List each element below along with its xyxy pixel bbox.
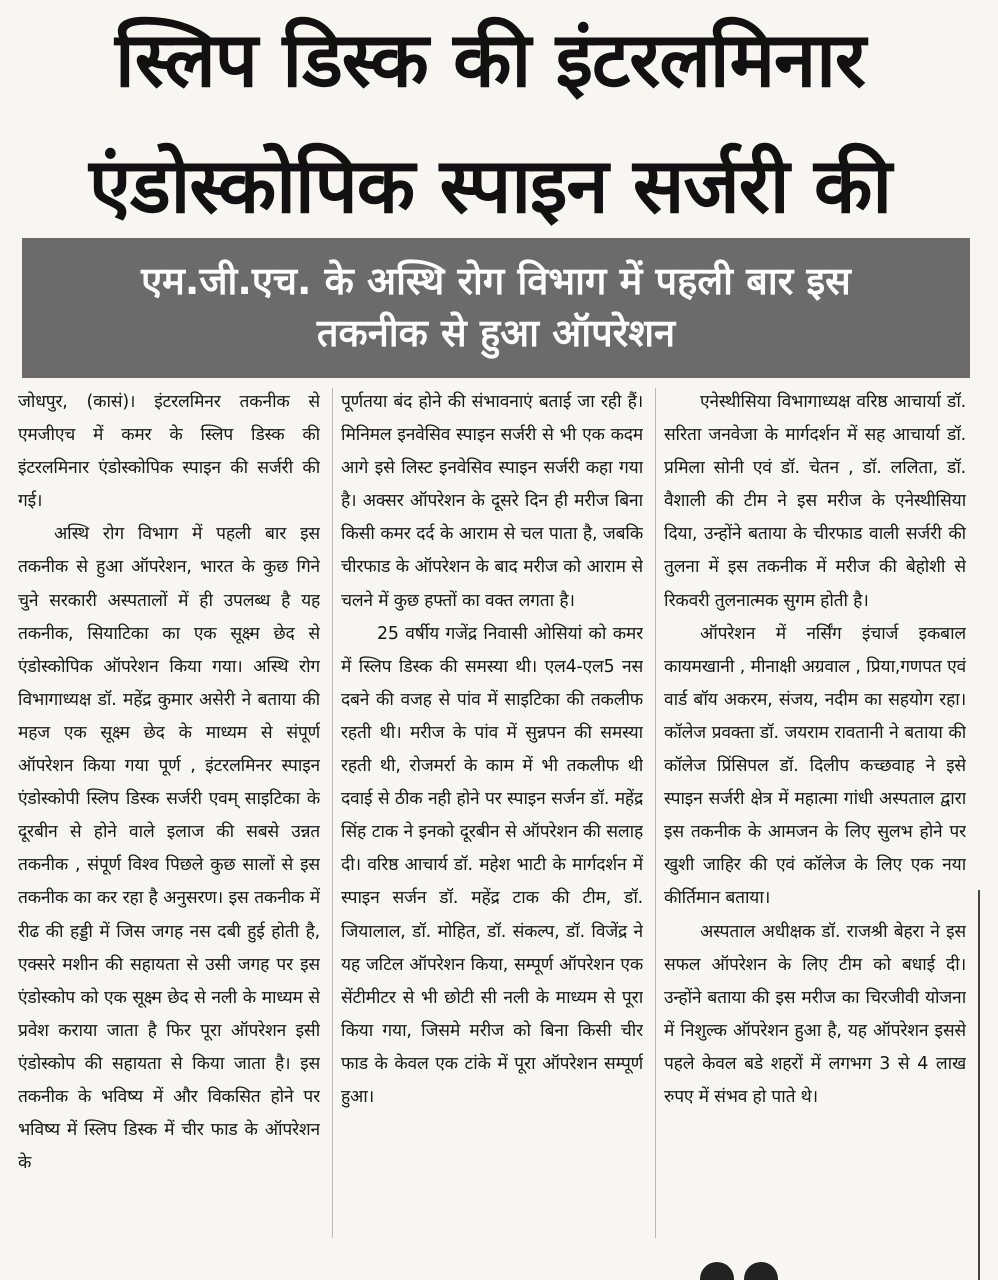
subheadline-line-2: तकनीक से हुआ ऑपरेशन [316,311,676,355]
article-column-2 [341,386,643,1246]
paragraph: ऑपरेशन में नर्सिंग इंचार्ज इकबाल कायमखानी , मीनाक्षी अग्रवाल , प्रिया,गणपत एवं वार्ड बॉय अकरम, संजय, नदीम का सहयोग रहा। कॉलेज प्रवक्ता डॉ. जयराम रावतानी ने बताया की कॉलेज प्रिंसिपल डॉ. दिलीप कच्छवाह ने इसे स्पाइन सर्जरी क्षेत्र में महात्मा गांधी अस्पताल द्वारा इस तकनीक के आमजन के लिए सुलभ होने पर खुशी जाहिर की एवं कॉलेज के लिए एक नया कीर्तिमान बताया। [664,623,966,909]
next-headline-fragment [700,1262,820,1280]
article-column-1 [18,386,320,1246]
subheadline-banner [22,238,970,378]
headline-line-2: एंडोस्कोपिक स्पाइन सर्जरी की [88,141,892,230]
paragraph: पूर्णतया बंद होने की संभावनाएं बताई जा रही हैं। मिनिमल इनवेसिव स्पाइन सर्जरी से भी एक कदम आगे इसे लिस्ट इनवेसिव स्पाइन सर्जरी कहा गया है। अक्सर ऑपरेशन के दूसरे दिन ही मरीज बिना किसी कमर दर्द के आराम से चल पाता है, जबकि चीरफाड के ऑपरेशन के बाद मरीज को आराम से चलने में कुछ हफ्तों का वक्त लगता है। [341,392,643,611]
article-column-3 [664,386,966,1246]
headline-line-1: स्लिप डिस्क की इंटरलमिनार [115,15,865,104]
ink-fragment [744,1262,778,1280]
subheadline-line-1: एम.जी.एच. के अस्थि रोग विभाग में पहली बार इस [141,259,851,303]
column-divider [332,388,333,1238]
ink-fragment [700,1262,734,1280]
paragraph: 25 वर्षीय गजेंद्र निवासी ओसियां को कमर में स्लिप डिस्क की समस्या थी। एल4-एल5 नस दबने की वजह से पांव में साइटिका की तकलीफ रहती थी। मरीज के पांव में सुन्नपन की समस्या रहती थी, रोजमर्रा के काम में भी तकलीफ थी दवाई से ठीक नही होने पर स्पाइन सर्जन डॉ. महेंद्र सिंह टाक ने इनको दूरबीन से ऑपरेशन की सलाह दी। वरिष्ठ आचार्य डॉ. महेश भाटी के मार्गदर्शन में स्पाइन सर्जन डॉ. महेंद्र टाक की टीम, डॉ. जियालाल, डॉ. मोहित, डॉ. संकल्प, डॉ. विजेंद्र ने यह जटिल ऑपरेशन किया, सम्पूर्ण ऑपरेशन एक सेंटीमीटर से भी छोटी सी नली के माध्यम से पूरा किया गया, जिसमे मरीज को बिना किसी चीर फाड के केवल एक टांके में पूरा ऑपरेशन सम्पूर्ण हुआ। [341,623,643,1107]
paragraph: जोधपुर, (कासं)। इंटरलमिनर तकनीक से एमजीएच में कमर के स्लिप डिस्क की इंटरलमिनार एंडोस्कोपिक स्पाइन की सर्जरी की गई। [18,392,320,512]
paragraph: एनेस्थीसिया विभागाध्यक्ष वरिष्ठ आचार्या डॉ. सरिता जनवेजा के मार्गदर्शन में सह आचार्या डॉ. प्रमिला सोनी एवं डॉ. चेतन , डॉ. ललिता, डॉ. वैशाली की टीम ने इस मरीज के एनेस्थीसिया दिया, उन्होंने बताया के चीरफाड वाली सर्जरी की तुलना में इस तकनीक में मरीज की बेहोशी से रिकवरी तुलनात्मक सुगम होती है। [664,392,966,611]
adjacent-article-edge [976,0,998,1280]
paragraph: अस्थि रोग विभाग में पहली बार इस तकनीक से हुआ ऑपरेशन, भारत के कुछ गिने चुने सरकारी अस्पतालों में ही उपलब्ध है यह तकनीक, सियाटिका का एक सूक्ष्म छेद से एंडोस्कोपिक ऑपरेशन किया गया। अस्थि रोग विभागाध्यक्ष डॉ. महेंद्र कुमार असेरी ने बताया की महज एक सूक्ष्म छेद के माध्यम से संपूर्ण ऑपरेशन किया गया पूर्ण , इंटरलमिनर स्पाइन एंडोस्कोपी स्लिप डिस्क सर्जरी एवम् साइटिका के दूरबीन से होने वाले इलाज की सबसे उन्नत तकनीक , संपूर्ण विश्व पिछले कुछ सालों से इस तकनीक का कर रहा है अनुसरण। इस तकनीक में रीढ की हड्डी में जिस जगह नस दबी हुई होती है, एक्सरे मशीन की सहायता से उसी जगह पर इस एंडोस्कोप को एक सूक्ष्म छेद से नली के माध्यम से प्रवेश कराया जाता है फिर पूरा ऑपरेशन इसी एंडोस्कोप की सहायता से किया जाता है। इस तकनीक के भविष्य में और विकसित होने पर भविष्य में स्लिप डिस्क में चीर फाड के ऑपरेशन के [18,524,320,1174]
column-divider [655,388,656,1238]
adjacent-box-border [978,890,980,1280]
paragraph: अस्पताल अधीक्षक डॉ. राजश्री बेहरा ने इस सफल ऑपरेशन के लिए टीम को बधाई दी। उन्होंने बताया की इस मरीज का चिरजीवी योजना में निशुल्क ऑपरेशन हुआ है, यह ऑपरेशन इससे पहले केवल बडे शहरों में लगभग 3 से 4 लाख रुपए में संभव हो पाते थे। [664,921,966,1107]
